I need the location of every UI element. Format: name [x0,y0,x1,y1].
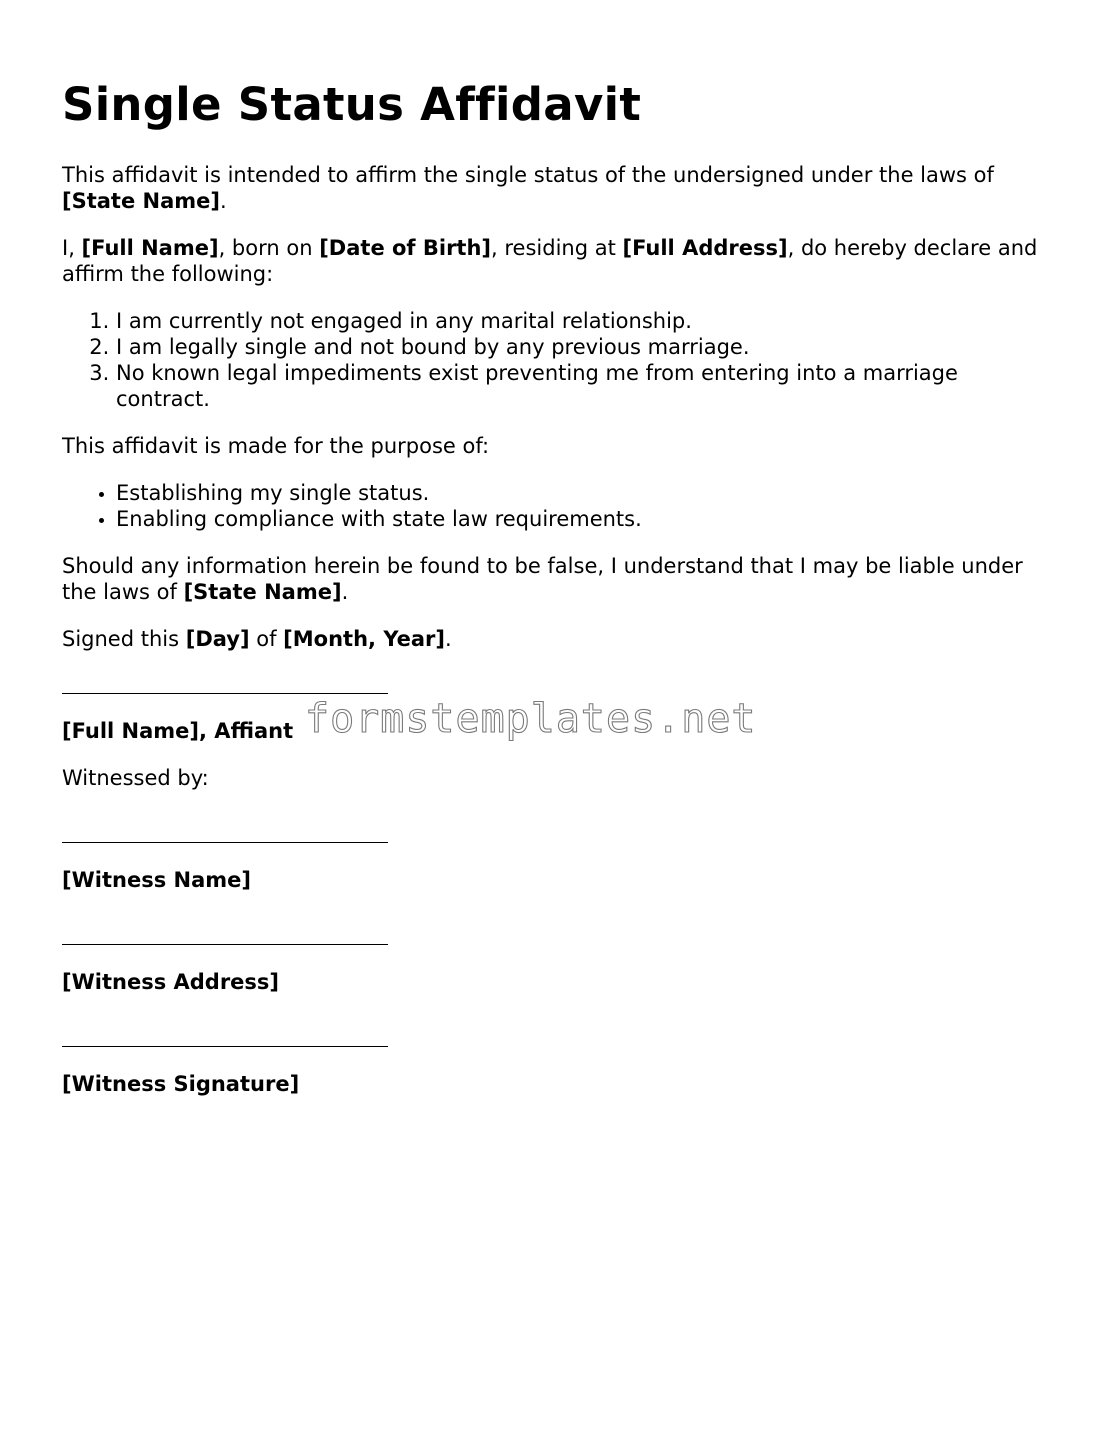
witness-signature-label: [Witness Signature] [62,1072,300,1096]
intro-paragraph [62,162,1042,214]
intro-end: . [220,189,227,213]
list-item: 2. I am legally single and not bound by any previous marriage. [116,334,1042,360]
declaration-text-4: , do hereby declare and affirm the following: [62,236,1038,286]
day-placeholder: [Day] [185,627,250,651]
list-item: • Establishing my single status. [116,480,1042,506]
declaration-paragraph [62,235,1042,287]
list-item: 1. I am currently not engaged in any marital relationship. [116,308,1042,334]
signed-text-2: of [249,627,284,651]
signed-text-1: Signed this [62,627,186,651]
full-name-placeholder: [Full Name] [81,236,219,260]
witness-signature-line [62,1026,388,1047]
date-of-birth-placeholder: [Date of Birth] [319,236,492,260]
liability-text: Should any information herein be found to be false, I understand that I may be liable under the laws of [62,554,1023,604]
purpose-intro: This affidavit is made for the purpose of: [62,434,490,458]
intro-text: This affidavit is intended to affirm the single status of the undersigned under the laws of [62,163,994,187]
witness-name-label: [Witness Name] [62,868,251,892]
witness-name-line [62,822,388,843]
witness-address-label: [Witness Address] [62,970,280,994]
document-title: Single Status Affidavit [62,78,642,131]
affidavit-document [62,78,1042,1118]
list-item: 3. No known legal impediments exist preventing me from entering into a marriage contract. [116,360,1042,412]
month-year-placeholder: [Month, Year] [283,627,445,651]
declaration-text-2: , born on [218,236,320,260]
signed-paragraph [62,626,1042,652]
liability-state-placeholder: [State Name] [183,580,342,604]
declaration-text-1: I, [62,236,82,260]
affirmations-list [62,308,1042,412]
witnessed-by-label: Witnessed by: [62,766,209,790]
declaration-text-3: , residing at [491,236,623,260]
liability-paragraph [62,553,1042,605]
intro-state-placeholder: [State Name] [62,189,220,213]
full-address-placeholder: [Full Address] [622,236,788,260]
liability-end: . [341,580,349,604]
affiant-signature-line [62,673,388,694]
watermark: formstemplates.net [305,696,757,742]
purposes-list [62,480,1042,532]
witness-address-line [62,924,388,945]
affiant-label: [Full Name], Affiant [62,719,294,743]
signed-end: . [444,627,452,651]
list-item: • Enabling compliance with state law requirements. [116,506,1042,532]
